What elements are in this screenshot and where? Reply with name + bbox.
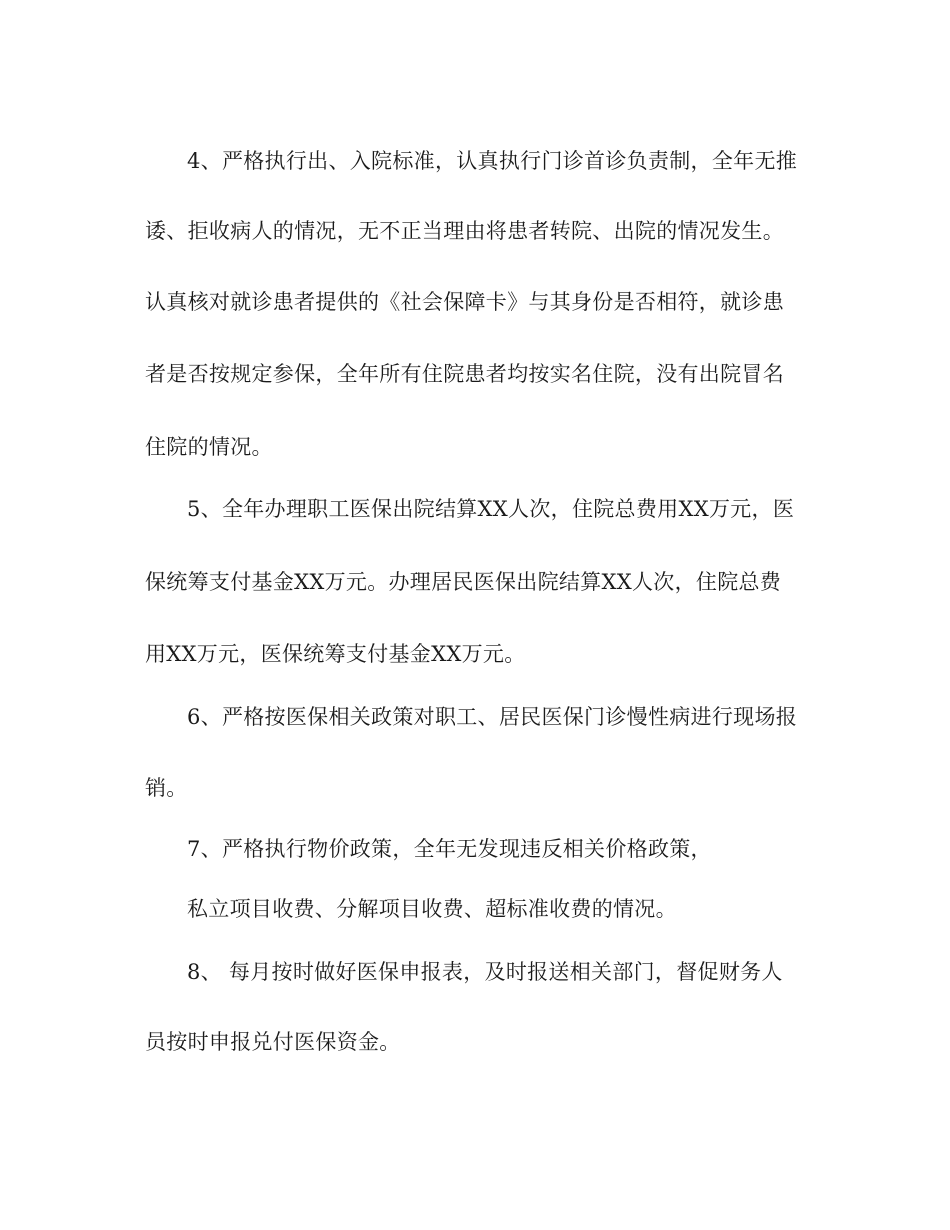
paragraph-6-line-2: 销。 [145,776,188,800]
paragraph-7-line-2: 私立项目收费、分解项目收费、超标准收费的情况。 [187,897,677,921]
paragraph-7-line-1: 7、严格执行物价政策，全年无发现违反相关价格政策， [187,837,712,861]
paragraph-8-line-2: 员按时申报兑付医保资金。 [145,1030,401,1054]
paragraph-4-line-4: 者是否按规定参保，全年所有住院患者均按实名住院，没有出院冒名 [145,362,784,386]
paragraph-4-line-5: 住院的情况。 [145,435,273,459]
paragraph-8-line-1: 8、 每月按时做好医保申报表，及时报送相关部门，督促财务人 [187,960,783,984]
paragraph-4-line-2: 诿、拒收病人的情况，无不正当理由将患者转院、出院的情况发生。 [145,219,784,243]
paragraph-5-line-3: 用XX万元，医保统筹支付基金XX万元。 [145,642,526,666]
paragraph-4-line-3: 认真核对就诊患者提供的《社会保障卡》与其身份是否相符，就诊患 [145,290,784,314]
paragraph-5-line-2: 保统筹支付基金XX万元。办理居民医保出院结算XX人次，住院总费 [145,570,782,594]
paragraph-6-line-1: 6、严格按医保相关政策对职工、居民医保门诊慢性病进行现场报 [187,705,798,729]
paragraph-5-line-1: 5、全年办理职工医保出院结算XX人次，住院总费用XX万元，医 [187,497,795,521]
paragraph-4-line-1: 4、严格执行出、入院标准，认真执行门诊首诊负责制，全年无推 [187,149,798,173]
